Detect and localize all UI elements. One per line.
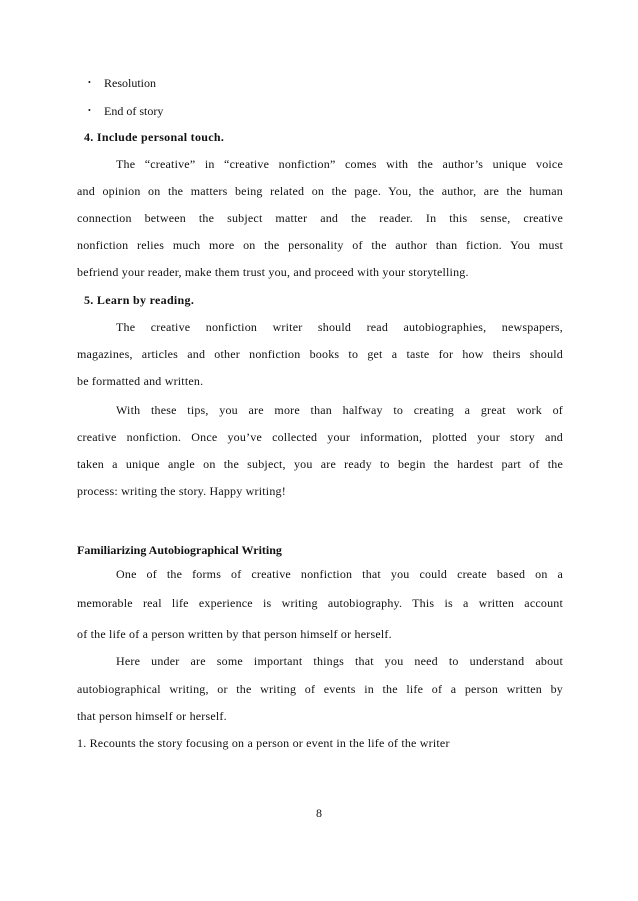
closing-line: With these tips, you are more than halfway to creating a great work of (116, 403, 563, 417)
closing-line: creative nonfiction. Once you’ve collected your information, plotted your story and (77, 430, 563, 444)
bullet-item-end-of-story: End of story (104, 104, 164, 118)
closing-line: process: writing the story. Happy writing! (77, 484, 286, 498)
section-title: Familiarizing Autobiographical Writing (77, 543, 282, 557)
tip-4-line: connection between the subject matter and the reader. In this sense, creative (77, 211, 563, 225)
closing-line: taken a unique angle on the subject, you are ready to begin the hardest part of the (77, 457, 563, 471)
page-number: 8 (316, 806, 322, 820)
bullet-marker: • (88, 78, 91, 87)
autobiography-item-1: 1. Recounts the story focusing on a person or event in the life of the writer (77, 736, 450, 750)
autobiography-para-1-line: One of the forms of creative nonfiction that you could create based on a (116, 567, 563, 581)
tip-4-line: nonfiction relies much more on the personality of the author than fiction. You must (77, 238, 563, 252)
tip-5-line: magazines, articles and other nonfiction books to get a taste for how theirs should (77, 347, 563, 361)
tip-4-line: and opinion on the matters being related on the page. You, the author, are the human (77, 184, 563, 198)
tip-4-line: befriend your reader, make them trust you, and proceed with your storytelling. (77, 265, 469, 279)
tip-4-line: The “creative” in “creative nonfiction” comes with the author’s unique voice (116, 157, 563, 171)
bullet-marker: • (88, 106, 91, 115)
bullet-item-resolution: Resolution (104, 76, 157, 90)
tip-5-heading: 5. Learn by reading. (84, 293, 195, 307)
autobiography-para-1-line: of the life of a person written by that person himself or herself. (77, 627, 392, 641)
autobiography-para-2-line: autobiographical writing, or the writing of events in the life of a person written by (77, 682, 563, 696)
tip-5-line: The creative nonfiction writer should read autobiographies, newspapers, (116, 320, 563, 334)
tip-4-heading: 4. Include personal touch. (84, 130, 225, 144)
autobiography-para-2-line: Here under are some important things that you need to understand about (116, 654, 563, 668)
autobiography-para-1-line: memorable real life experience is writing autobiography. This is a written account (77, 596, 563, 610)
autobiography-para-2-line: that person himself or herself. (77, 709, 227, 723)
tip-5-line: be formatted and written. (77, 374, 204, 388)
